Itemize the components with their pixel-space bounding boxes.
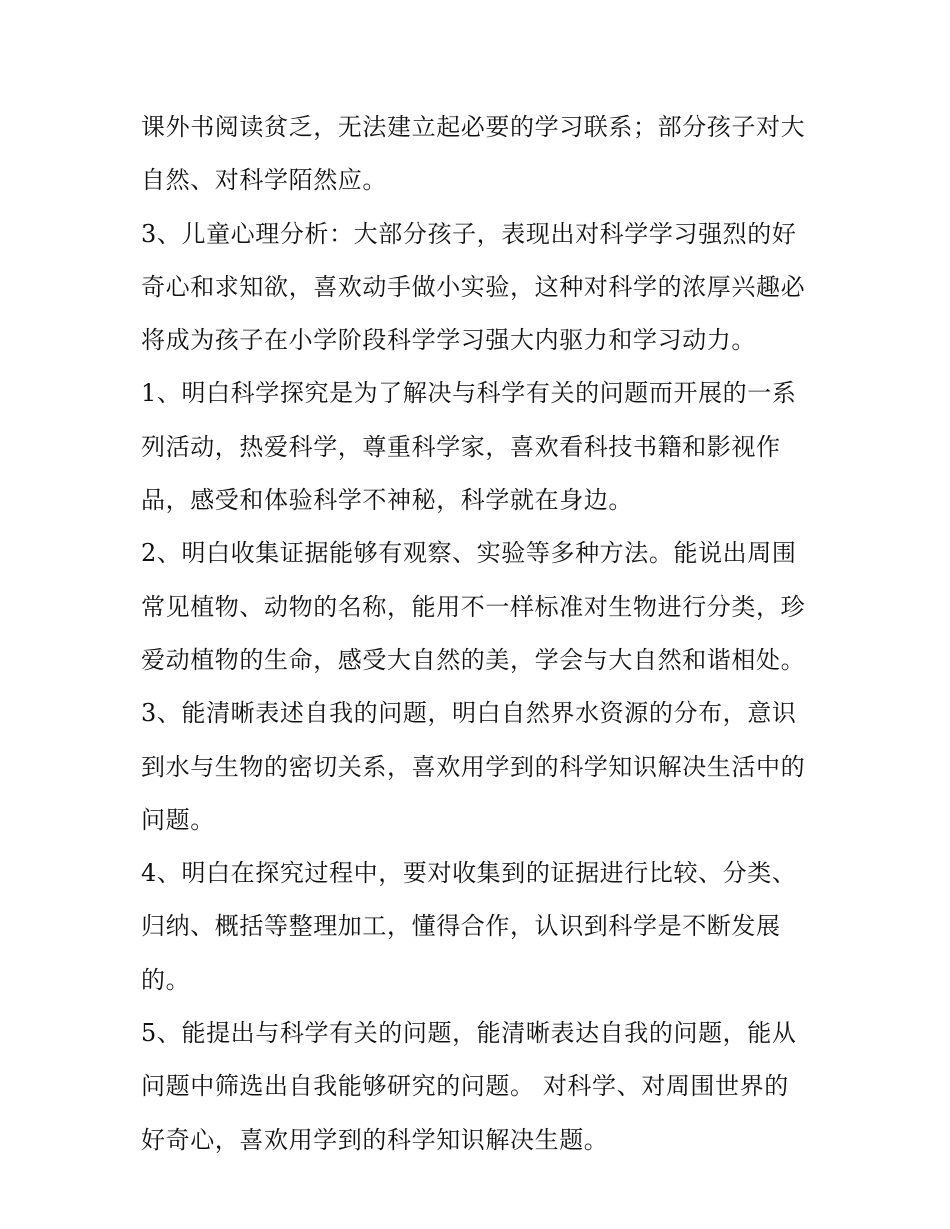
text-line: 3、能清晰表述自我的问题，明白自然界水资源的分布，意识 [141, 699, 797, 728]
text-line: 的。 [141, 965, 191, 994]
text-line: 品，感受和体验科学不神秘，科学就在身边。 [141, 486, 633, 515]
text-line: 好奇心，喜欢用学到的科学知识解决生题。 [141, 1125, 609, 1154]
text-line: 1、明白科学探究是为了解决与科学有关的问题而开展的一系 [141, 379, 797, 408]
text-line: 奇心和求知欲，喜欢动手做小实验，这种对科学的浓厚兴趣必 [141, 272, 806, 301]
text-line: 爱动植物的生命，感受大自然的美，学会与大自然和谐相处。 [141, 645, 806, 674]
text-line: 自然、对科学陌然应。 [141, 166, 387, 195]
text-line: 问题。 [141, 805, 215, 834]
document-body [141, 101, 821, 1167]
text-line: 到水与生物的密切关系，喜欢用学到的科学知识解决生活中的 [141, 752, 806, 781]
text-line: 将成为孩子在小学阶段科学学习强大内驱力和学习动力。 [141, 326, 756, 355]
text-line: 列活动，热爱科学，尊重科学家，喜欢看科技书籍和影视作 [141, 432, 781, 461]
text-line: 2、明白收集证据能够有观察、实验等多种方法。能说出周围 [141, 539, 797, 568]
text-line: 5、能提出与科学有关的问题，能清晰表达自我的问题，能从 [141, 1019, 797, 1048]
text-line: 4、明白在探究过程中，要对收集到的证据进行比较、分类、 [141, 859, 797, 888]
text-line: 问题中筛选出自我能够研究的问题。 对科学、对周围世界的 [141, 1072, 789, 1101]
text-line: 3、儿童心理分析：大部分孩子，表现出对科学学习强烈的好 [141, 219, 797, 248]
text-line: 课外书阅读贫乏，无法建立起必要的学习联系；部分孩子对大 [141, 113, 806, 141]
text-line: 归纳、概括等整理加工，懂得合作，认识到科学是不断发展 [141, 912, 781, 941]
text-line: 常见植物、动物的名称，能用不一样标准对生物进行分类，珍 [141, 592, 806, 621]
